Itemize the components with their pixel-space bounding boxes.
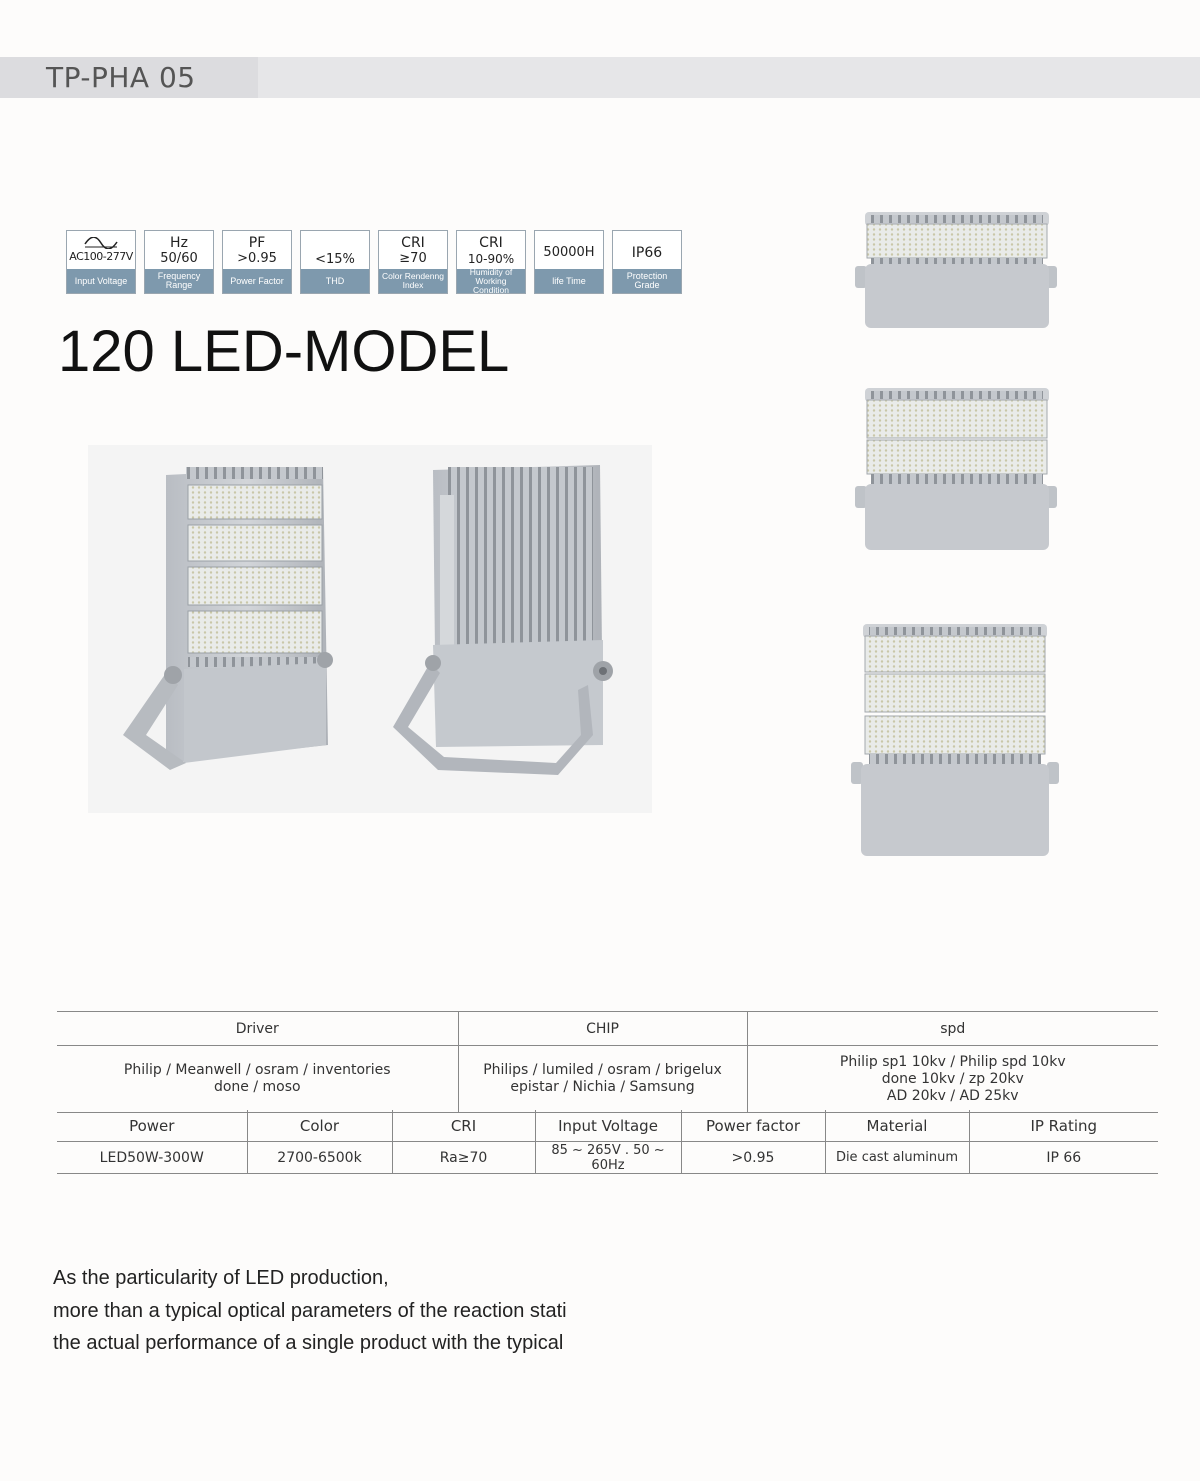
paragraph-line: As the particularity of LED production,	[53, 1267, 389, 1289]
spec-value: AC100-277V	[69, 250, 133, 263]
spec-value: IP66	[631, 245, 663, 261]
table-cell: LED50W-300W	[57, 1142, 247, 1174]
cell-line: epistar / Nichia / Samsung	[510, 1079, 695, 1095]
cell-line: Philip / Meanwell / osram / inventories	[123, 1062, 391, 1078]
table-cell: >0.95	[681, 1142, 825, 1174]
floodlight-3-module-image	[849, 624, 1061, 858]
spec-heading: CRI	[479, 235, 503, 251]
spec-value: 50/60	[160, 251, 198, 266]
spec-input-voltage	[66, 230, 136, 294]
table-header: CHIP	[458, 1012, 747, 1046]
model-title: 120 LED-MODEL	[58, 319, 510, 384]
table-cell: 85 ~ 265V . 50 ~ 60Hz	[535, 1142, 681, 1174]
table-header: CRI	[392, 1110, 535, 1142]
spec-value: <15%	[315, 252, 355, 267]
page-title: TP-PHA 05	[46, 61, 196, 94]
table-cell: IP 66	[969, 1142, 1158, 1174]
table-header: Power	[57, 1110, 247, 1142]
cell-line: AD 20kv / AD 25kv	[886, 1087, 1019, 1104]
floodlight-1-module-image	[853, 212, 1059, 330]
table-cell: Die cast aluminum	[825, 1142, 969, 1174]
spec-lifetime	[534, 230, 604, 294]
spec-label: THD	[301, 269, 369, 293]
specs-table	[57, 1110, 1158, 1174]
spec-heading: PF	[248, 235, 266, 251]
spec-value: 10-90%	[467, 252, 515, 266]
spec-label: Power Factor	[223, 269, 291, 293]
spec-label: life Time	[535, 269, 603, 293]
spec-label: Input Voltage	[67, 269, 135, 293]
spec-cri	[378, 230, 448, 294]
cell-line: Philips / lumiled / osram / brigelux	[483, 1062, 722, 1078]
description-paragraph	[53, 1262, 567, 1360]
floodlight-front-back-image	[88, 445, 652, 813]
floodlight-2-module-image	[853, 388, 1059, 552]
table-header-row	[57, 1012, 1158, 1046]
table-header: spd	[747, 1012, 1158, 1046]
table-header: Input Voltage	[535, 1110, 681, 1142]
table-cell-driver	[57, 1046, 458, 1113]
spec-label: Humidity of Working Condition	[457, 269, 525, 293]
spec-power-factor	[222, 230, 292, 294]
spec-label: Color Rendenng Index	[379, 269, 447, 293]
table-cell-spd	[747, 1046, 1158, 1113]
table-cell: 2700-6500k	[247, 1142, 392, 1174]
table-row	[57, 1046, 1158, 1113]
spec-value: >0.95	[237, 251, 277, 266]
sine-wave-icon	[84, 237, 118, 249]
spec-heading: CRI	[401, 235, 425, 251]
header-bar	[0, 57, 1200, 98]
cell-line: done 10kv / zp 20kv	[881, 1070, 1024, 1087]
paragraph-line: the actual performance of a single product with the typical	[53, 1332, 564, 1354]
spec-label: Frequency Range	[145, 269, 213, 293]
spec-frequency	[144, 230, 214, 294]
spec-humidity	[456, 230, 526, 294]
table-cell: Ra≥70	[392, 1142, 535, 1174]
spec-badges	[66, 230, 682, 294]
table-header: Driver	[57, 1012, 458, 1046]
spec-protection	[612, 230, 682, 294]
table-header: IP Rating	[969, 1110, 1158, 1142]
table-header: Color	[247, 1110, 392, 1142]
product-photo	[88, 445, 652, 813]
cell-line: done / moso	[213, 1079, 301, 1095]
table-header: Power factor	[681, 1110, 825, 1142]
spec-label: Protection Grade	[613, 269, 681, 293]
spec-value: ≥70	[399, 251, 427, 266]
cell-line: Philip sp1 10kv / Philip spd 10kv	[839, 1053, 1066, 1070]
table-header-row	[57, 1110, 1158, 1142]
components-table	[57, 1011, 1158, 1113]
spec-thd	[300, 230, 370, 294]
table-row	[57, 1142, 1158, 1174]
spec-heading: Hz	[170, 235, 188, 251]
table-header: Material	[825, 1110, 969, 1142]
table-cell-chip	[458, 1046, 747, 1113]
paragraph-line: more than a typical optical parameters of the reaction stati	[53, 1299, 567, 1322]
spec-value: 50000H	[543, 245, 595, 260]
